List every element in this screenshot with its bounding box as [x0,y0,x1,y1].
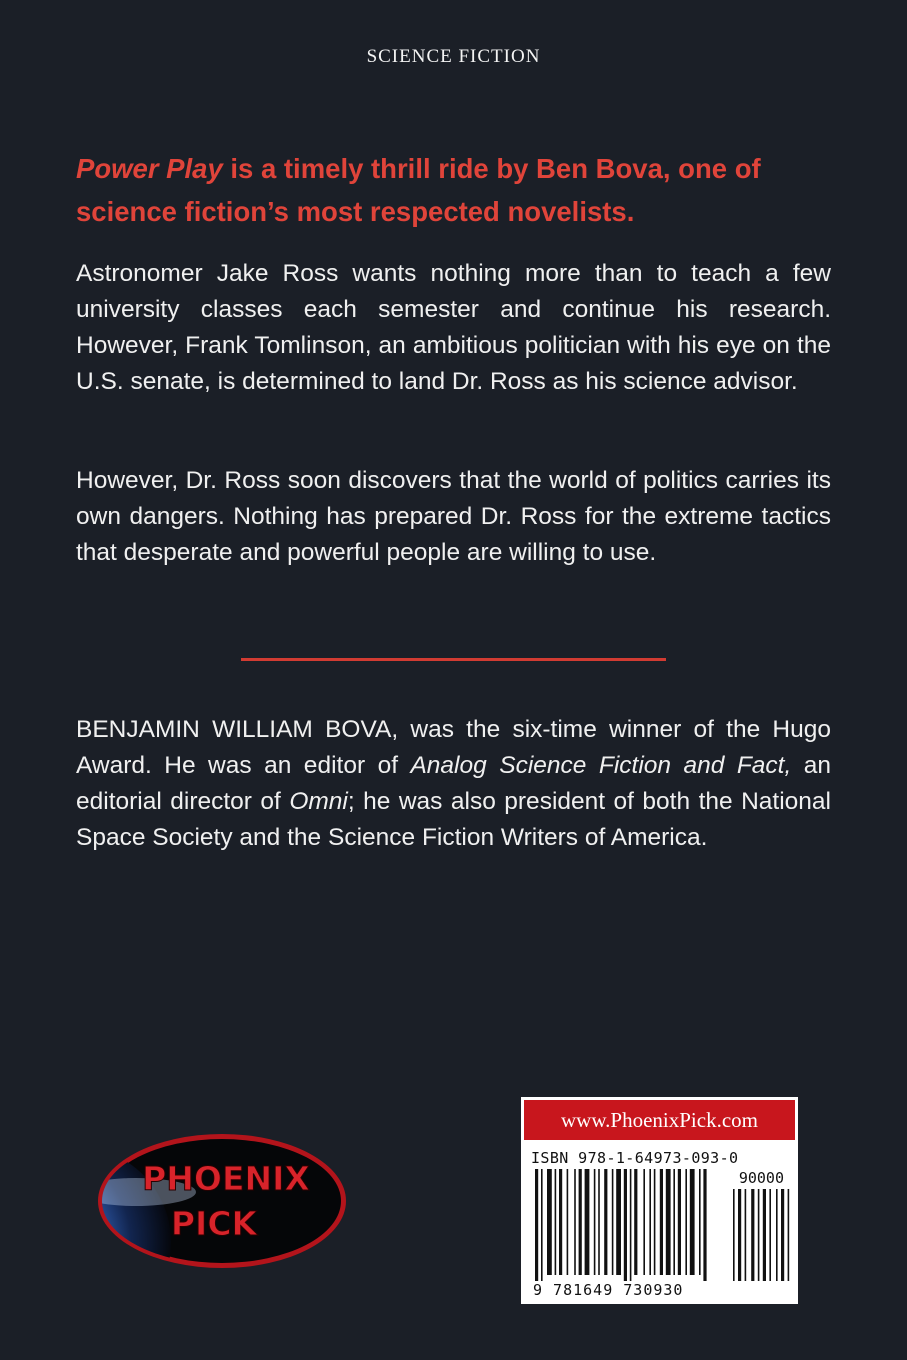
publisher-logo [96,1132,348,1270]
isbn-text: ISBN 978-1-64973-093-0 [531,1149,739,1167]
synopsis-paragraph-2: However, Dr. Ross soon discovers that the world of politics carries its own dangers. Nothing has prepared Dr. Ross for the extreme tactics that desperate and powerful people are willing to use. [76,467,831,566]
bio-text-3: ; he was also president of both the National Space Society and the Science Fiction Writers of America. [76,788,831,851]
headline-text: is a timely thrill ride by Ben Bova, one of science fiction’s most respected novelists. [76,153,761,227]
bio-text-2: an editorial director of [76,752,831,815]
planet-oval-logo-icon [96,1132,348,1270]
genre-label: SCIENCE FICTION [366,46,541,67]
barcode-block [519,1095,800,1306]
divider-line [241,658,666,661]
logo-text-pick: PICK [170,1204,258,1243]
publisher-url: www.PhoenixPick.com [524,1100,795,1140]
headline [76,147,831,233]
price-code: 90000 [738,1169,784,1187]
bio-magazine-analog: Analog Science Fiction and Fact, [410,752,792,779]
book-title: Power Play [76,153,223,184]
logo-text-phoenix: PHOENIX [142,1159,310,1198]
author-bio [76,712,831,856]
barcode-number: 9 781649 730930 [533,1281,684,1299]
bio-text-1: BENJAMIN WILLIAM BOVA, was the six-time winner of the Hugo Award. He was an editor of [76,716,831,779]
bio-magazine-omni: Omni [289,788,348,815]
synopsis-paragraph-1: Astronomer Jake Ross wants nothing more than to teach a few university classes each semester and continue his research. However, Frank Tomlinson, an ambitious politician with his eye on the U.S. senate, is determined to land Dr. Ross as his science advisor. [76,260,831,395]
